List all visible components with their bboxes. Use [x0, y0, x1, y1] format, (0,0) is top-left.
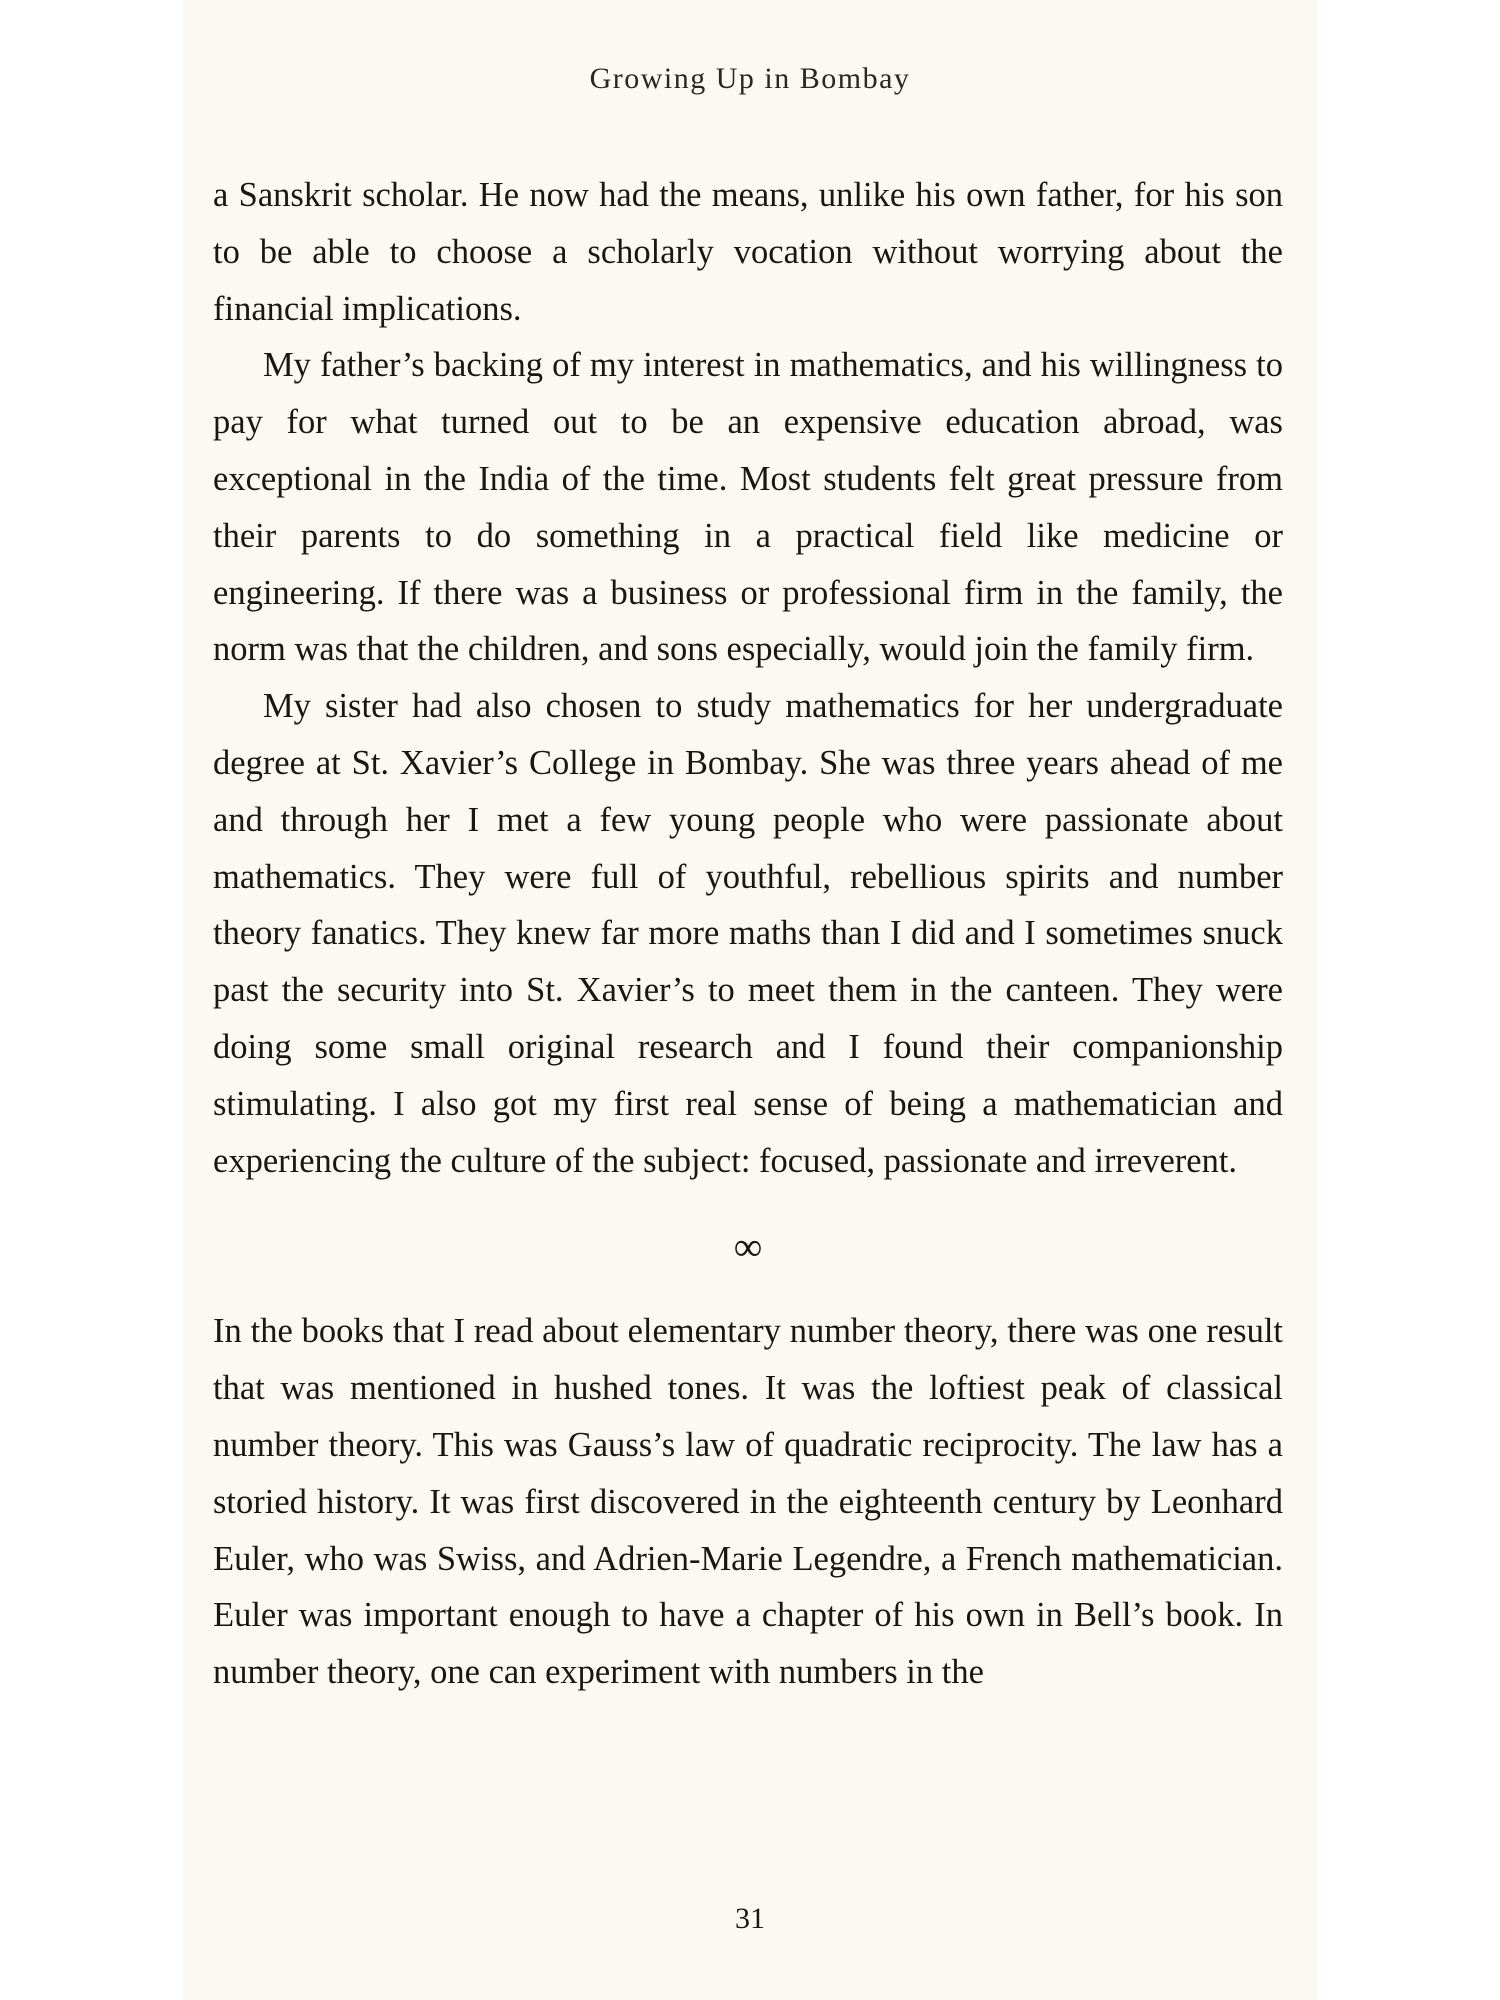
- book-page: [183, 0, 1317, 2000]
- paragraph-quadratic-reciprocity: In the books that I read about elementary number theory, there was one result that was mentioned in hushed tones. It was the loftiest peak of classical number theory. This was Gauss’s law of quadratic reciprocity. The law has a storied history. It was first discovered in the eighteenth century by Leonhard Euler, who was Swiss, and Adrien-Marie Legendre, a French mathematician. Euler was important enough to have a chapter of his own in Bell’s book. In number theory, one can experiment with numbers in the: [213, 1312, 1283, 1692]
- paragraph-father-support: My father’s backing of my interest in mathematics, and his willingness to pay for what turned out to be an expensive education abroad, was exceptional in the India of the time. Most students felt great pressure from their parents to do something in a practical field like medicine or engineering. If there was a business or professional firm in the family, the norm was that the children, and sons especially, would join the family firm.: [213, 346, 1283, 669]
- section-break: [213, 1189, 1283, 1303]
- body-text: [213, 167, 1283, 1701]
- paragraph-continuation: a Sanskrit scholar. He now had the means, unlike his own father, for his son to be able to choose a scholarly vocation without worrying about the financial implications.: [213, 176, 1283, 328]
- paragraph-sister: My sister had also chosen to study mathematics for her undergraduate degree at St. Xavier’s College in Bombay. She was three years ahead of me and through her I met a few young people who were passionate about mathematics. They were full of youthful, rebellious spirits and number theory fanatics. They knew far more maths than I did and I sometimes snuck past the security into St. Xavier’s to meet them in the canteen. They were doing some small original research and I found their companionship stimulating. I also got my first real sense of being a mathematician and experiencing the culture of the subject: focused, passionate and irreverent.: [213, 687, 1283, 1180]
- infinity-ornament-icon: ∞: [733, 1224, 763, 1270]
- running-head: Growing Up in Bombay: [589, 62, 911, 95]
- page-number: 31: [735, 1902, 765, 1935]
